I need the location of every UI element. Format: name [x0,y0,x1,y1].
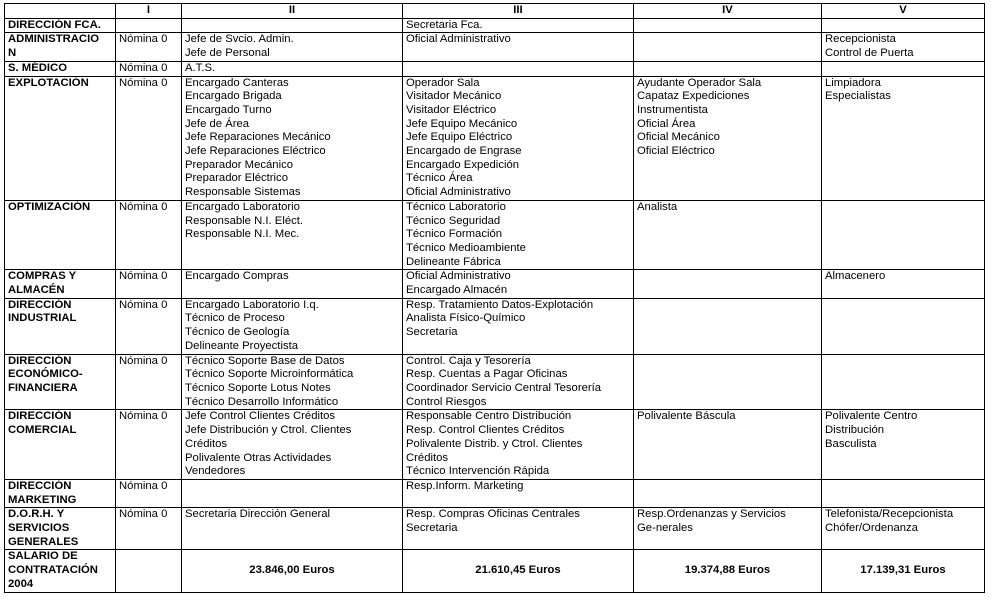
level-cell-c3 [403,18,634,33]
column-header-1: I [116,4,182,19]
cell-line: GENERALES [8,535,79,548]
column-header-2: II [182,4,403,19]
cell-line: Oficial Eléctrico [637,145,715,158]
cell-line: Secretaria Dirección General [185,508,331,521]
cell-line: Técnico Seguridad [406,214,501,227]
level-cell-c5 [822,298,985,354]
level-cell-c4 [634,18,822,33]
nomina-cell: Nómina 0 [116,61,182,76]
cell-line: Técnico Medioambiente [406,241,526,254]
cell-line: Polivalente Centro [825,410,918,423]
level-cell-c5 [822,200,985,270]
salary-row [5,550,985,592]
cell-line: SERVICIOS [8,522,70,535]
level-cell-c4 [634,410,822,480]
cell-line: S. MÉDICO [8,61,67,74]
cell-line: Técnico Área [406,172,473,185]
level-cell-c4 [634,479,822,507]
cell-line: Jefe Equipo Mecánico [406,117,518,130]
cell-line: Chófer/Ordenanza [825,522,918,535]
column-header-4: IV [634,4,822,19]
cell-line: DIRECCIÓN [8,479,72,492]
job-classification-table [4,3,985,593]
level-cell-c5 [822,18,985,33]
cell-line: DIRECCIÓN [8,298,72,311]
cell-line: Ayudante Operador Sala [637,76,762,89]
cell-line: Oficial Área [637,117,696,130]
cell-line: DIRECCIÓN [8,410,72,423]
nomina-cell: Nómina 0 [116,354,182,410]
cell-line: Responsable N.I. Eléct. [185,214,304,227]
table-row [5,479,985,507]
level-cell-c4 [634,33,822,61]
cell-line: COMPRAS Y [8,270,77,283]
nomina-cell: Nómina 0 [116,33,182,61]
level-cell-c2 [182,479,403,507]
table-row [5,61,985,76]
cell-line: Oficial Administrativo [406,33,511,46]
table-row [5,410,985,480]
cell-line: Analista Físico-Químico [406,312,526,325]
cell-line: Jefe Control Clientes Créditos [185,410,336,423]
department-cell [5,508,116,550]
cell-line: Oficial Administrativo [406,186,511,199]
level-cell-c4 [634,298,822,354]
level-cell-c5 [822,479,985,507]
cell-line: OPTIMIZACIÓN [8,200,91,213]
cell-line: Encargado de Engrase [406,145,522,158]
cell-line: Resp. Control Clientes Créditos [406,424,565,437]
cell-line: Responsable N.I. Mec. [185,228,300,241]
cell-line: ALMACÉN [8,284,65,297]
salary-value-cell: 23.846,00 Euros [182,550,403,592]
nomina-cell: Nómina 0 [116,270,182,298]
cell-line: ADMINISTRACIO [8,33,99,46]
cell-line: Visitador Mecánico [406,90,502,103]
nomina-cell: Nómina 0 [116,410,182,480]
salary-value-cell: 19.374,88 Euros [634,550,822,592]
cell-line: Jefe de Área [185,117,250,130]
level-cell-c3 [403,200,634,270]
department-cell [5,354,116,410]
table-row [5,508,985,550]
cell-line: D.O.R.H. Y [8,508,65,521]
salary-label-cell [5,550,116,592]
level-cell-c2 [182,200,403,270]
cell-line: Resp. Tratamiento Datos-Explotación [406,298,594,311]
cell-line: Resp. Compras Oficinas Centrales [406,508,580,521]
cell-line: Ge-nerales [637,522,693,535]
level-cell-c3 [403,33,634,61]
cell-line: Especialistas [825,90,891,103]
cell-line: Preparador Eléctrico [185,172,288,185]
cell-line: Técnico Soporte Microinformática [185,368,354,381]
table-row [5,354,985,410]
cell-line: Recepcionista [825,33,896,46]
salary-value-cell [116,550,182,592]
cell-line: Encargado Canteras [185,76,289,89]
department-cell [5,298,116,354]
cell-line: COMERCIAL [8,424,77,437]
cell-line: Telefonista/Recepcionista [825,508,954,521]
cell-line: Encargado Compras [185,270,289,283]
level-cell-c5 [822,410,985,480]
cell-line: Técnico Soporte Lotus Notes [185,381,331,394]
cell-line: Encargado Laboratorio I.q. [185,298,319,311]
cell-line: Almacenero [825,270,886,283]
cell-line: Jefe Distribución y Ctrol. Clientes [185,424,352,437]
cell-line: Polivalente Distrib. y Ctrol. Clientes [406,437,583,450]
cell-line: Jefe Reparaciones Mecánico [185,131,331,144]
cell-line: Limpiadora [825,76,881,89]
level-cell-c3 [403,270,634,298]
cell-line: Operador Sala [406,76,480,89]
department-cell [5,410,116,480]
level-cell-c4 [634,200,822,270]
department-cell [5,76,116,200]
level-cell-c3 [403,479,634,507]
department-cell [5,61,116,76]
cell-line: Jefe Reparaciones Eléctrico [185,145,326,158]
table-row [5,270,985,298]
column-header-0 [5,4,116,19]
cell-line: Encargado Laboratorio [185,200,300,213]
department-cell [5,33,116,61]
cell-line: SALARIO DE [8,550,78,563]
cell-line: FINANCIERA [8,381,78,394]
cell-line: EXPLOTACIÓN [8,76,89,89]
table-row [5,298,985,354]
level-cell-c5 [822,76,985,200]
nomina-cell: Nómina 0 [116,298,182,354]
nomina-cell: Nómina 0 [116,76,182,200]
cell-line: Visitador Eléctrico [406,103,497,116]
nomina-cell: Nómina 0 [116,200,182,270]
level-cell-c5 [822,61,985,76]
level-cell-c2 [182,354,403,410]
cell-line: Resp. Cuentas a Pagar Oficinas [406,368,568,381]
cell-line: CONTRATACIÓN [8,564,98,577]
cell-line: Secretaria [406,326,458,339]
department-cell [5,200,116,270]
cell-line: Jefe de Personal [185,47,270,60]
cell-line: A.T.S. [185,61,216,74]
cell-line: Preparador Mecánico [185,158,294,171]
cell-line: Encargado Turno [185,103,272,116]
cell-line: N [8,47,17,60]
cell-line: Delineante Fábrica [406,255,501,268]
cell-line: Técnico Soporte Base de Datos [185,354,345,367]
cell-line: Técnico de Proceso [185,312,285,325]
level-cell-c5 [822,33,985,61]
department-cell [5,18,116,33]
cell-line: Delineante Proyectista [185,339,299,352]
cell-line: Responsable Centro Distribución [406,410,572,423]
table-row [5,200,985,270]
level-cell-c3 [403,61,634,76]
level-cell-c5 [822,508,985,550]
table-body [5,18,985,592]
cell-line: Resp.Ordenanzas y Servicios [637,508,786,521]
level-cell-c2 [182,33,403,61]
nomina-cell [116,18,182,33]
cell-line: Técnico Formación [406,228,503,241]
cell-line: Vendedores [185,465,246,478]
cell-line: Control. Caja y Tesorería [406,354,531,367]
level-cell-c3 [403,354,634,410]
cell-line: Coordinador Servicio Central Tesorería [406,381,602,394]
cell-line: Control Riesgos [406,395,487,408]
cell-line: Control de Puerta [825,47,914,60]
level-cell-c2 [182,508,403,550]
column-header-5: V [822,4,985,19]
nomina-cell: Nómina 0 [116,479,182,507]
cell-line: Instrumentista [637,103,708,116]
level-cell-c4 [634,76,822,200]
cell-line: DIRECCIÓN [8,354,72,367]
cell-line: Polivalente Otras Actividades [185,451,332,464]
cell-line: Analista [637,200,678,213]
level-cell-c2 [182,298,403,354]
level-cell-c5 [822,270,985,298]
cell-line: Distribución [825,424,885,437]
salary-value-cell: 17.139,31 Euros [822,550,985,592]
level-cell-c2 [182,18,403,33]
cell-line: Encargado Brigada [185,90,282,103]
cell-line: MARKETING [8,493,77,506]
cell-line: Técnico Intervención Rápida [406,465,550,478]
level-cell-c3 [403,410,634,480]
cell-line: Técnico de Geología [185,326,290,339]
cell-line: Secretaria Fca. [406,18,483,31]
level-cell-c2 [182,270,403,298]
cell-line: Créditos [185,437,228,450]
cell-line: Encargado Almacén [406,284,508,297]
level-cell-c4 [634,61,822,76]
level-cell-c4 [634,270,822,298]
cell-line: Secretaria [406,522,458,535]
cell-line: Polivalente Báscula [637,410,736,423]
cell-line: INDUSTRIAL [8,312,77,325]
cell-line: Encargado Expedición [406,158,520,171]
cell-line: Oficial Administrativo [406,270,511,283]
level-cell-c5 [822,354,985,410]
level-cell-c3 [403,298,634,354]
level-cell-c2 [182,76,403,200]
cell-line: Créditos [406,451,449,464]
cell-line: Capataz Expediciones [637,90,750,103]
level-cell-c4 [634,508,822,550]
cell-line: Resp.Inform. Marketing [406,479,524,492]
table-row [5,33,985,61]
nomina-cell: Nómina 0 [116,508,182,550]
cell-line: Oficial Mecánico [637,131,720,144]
cell-line: Jefe Equipo Eléctrico [406,131,513,144]
salary-value-cell: 21.610,45 Euros [403,550,634,592]
department-cell [5,479,116,507]
level-cell-c3 [403,76,634,200]
cell-line: DIRECCIÓN FCA. [8,18,101,31]
cell-line: 2004 [8,577,34,590]
cell-line: Responsable Sistemas [185,186,301,199]
department-cell [5,270,116,298]
level-cell-c2 [182,61,403,76]
cell-line: Jefe de Svcio. Admin. [185,33,294,46]
cell-line: ECONÓMICO- [8,368,83,381]
header-row [5,4,985,19]
salary-table-container [4,3,985,593]
table-row [5,18,985,33]
level-cell-c2 [182,410,403,480]
column-header-3: III [403,4,634,19]
cell-line: Técnico Laboratorio [406,200,506,213]
level-cell-c4 [634,354,822,410]
cell-line: Técnico Desarrollo Informático [185,395,339,408]
table-row [5,76,985,200]
cell-line: Basculista [825,437,877,450]
level-cell-c3 [403,508,634,550]
